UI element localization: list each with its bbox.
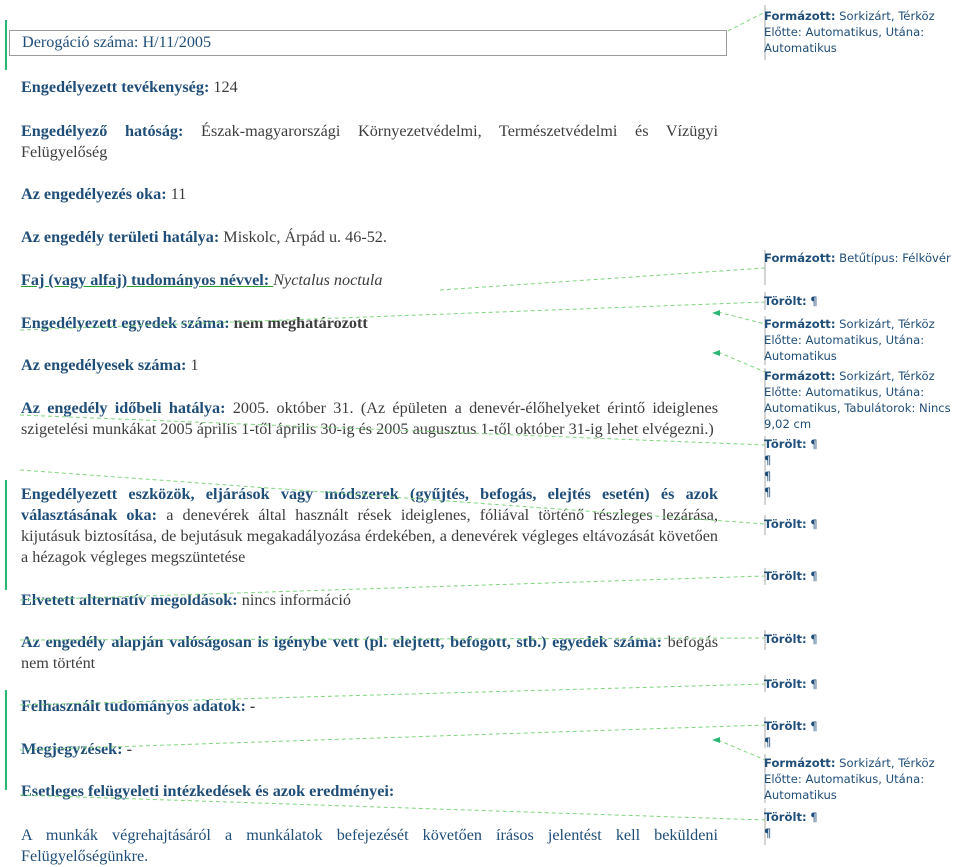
balloon-key: Formázott:	[764, 369, 836, 383]
balloon-text: Sorkizárt, Térköz Előtte: Automatikus, Utána: Automatikus, Tabulátorok: Nincs 9,02 cm	[764, 369, 951, 431]
balloon-deleted[interactable]	[764, 676, 956, 692]
change-bar	[5, 480, 7, 590]
count-label: Engedélyezett egyedek száma:	[21, 314, 234, 332]
balloon-text: ¶	[806, 294, 818, 308]
authority-value: Észak-magyarországi Környezetvédelmi, Természetvédelmi és Vízügyi Felügyelőség	[21, 122, 718, 161]
closing-paragraph	[21, 825, 718, 867]
activity-value: 124	[213, 78, 238, 96]
balloon-key: Törölt:	[764, 719, 807, 733]
used-paragraph	[21, 632, 718, 674]
permits-paragraph	[21, 355, 718, 376]
tools-label: Engedélyezett eszközök, eljárások vagy módszerek (gyűjtés, befogás, elejtés esetén) és azok választásának oka:	[21, 485, 718, 524]
authority-paragraph	[21, 121, 718, 163]
used-label: Az engedély alapján valóságosan is igénybe vett (pl. elejtett, befogott, stb.) egyedek száma:	[21, 633, 668, 651]
balloon-key: Törölt:	[764, 294, 807, 308]
balloon-extra: ¶	[764, 485, 772, 499]
derogation-label: Derogáció száma:	[22, 33, 143, 51]
derogation-value: H/11/2005	[142, 33, 212, 51]
balloon-key: Törölt:	[764, 677, 807, 691]
balloon-key: Formázott:	[764, 9, 836, 23]
balloon-deleted[interactable]	[764, 631, 956, 647]
balloon-formatted[interactable]	[764, 250, 956, 266]
time-paragraph	[21, 398, 718, 440]
balloon-deleted[interactable]	[764, 718, 956, 750]
change-bar	[5, 20, 7, 70]
tools-value: a denevérek által használt rések ideiglenes, fóliával történő részleges lezárása, kijutásuk biztosítása, de bejutásuk megakadályozása érdekében, a denevérek végleges eltávozását követően a hézagok végleges megszüntetése	[21, 506, 719, 566]
reason-value: 11	[170, 185, 187, 203]
measures-label: Esetleges felügyeleti intézkedések és azok eredményei:	[21, 782, 395, 800]
time-label: Az engedély időbeli hatálya:	[21, 399, 233, 417]
notes-label: Megjegyzések:	[21, 740, 127, 758]
balloon-text: Sorkizárt, Térköz Előtte: Automatikus, Utána: Automatikus	[764, 756, 935, 802]
balloon-text: ¶	[806, 569, 818, 583]
scientific-paragraph	[21, 696, 718, 717]
species-paragraph	[21, 270, 718, 291]
balloon-text: ¶	[806, 719, 818, 733]
used-value: befogás nem történt	[21, 633, 718, 672]
balloon-text: ¶	[806, 677, 818, 691]
balloon-deleted[interactable]	[764, 568, 956, 584]
balloon-formatted[interactable]	[764, 368, 956, 432]
reason-label: Az engedélyezés oka:	[21, 185, 171, 203]
species-value: Nyctalus noctula	[273, 271, 383, 289]
balloon-extra: ¶	[764, 826, 772, 840]
count-value: nem meghatározott	[233, 314, 368, 332]
balloon-extra: ¶	[764, 469, 772, 483]
balloon-key: Törölt:	[764, 569, 807, 583]
alternative-label: Elvetett alternatív megoldások:	[21, 591, 242, 609]
notes-value: -	[126, 740, 133, 758]
time-value: 2005. október 31. (Az épületen a denevér-élőhelyeket érintő ideiglenes szigetelési munkákat 2005 április 1-től április 30-ig és 2005 augusztus 1-től október 31-ig lehet elvégezni.)	[21, 399, 718, 438]
balloon-key: Törölt:	[764, 632, 807, 646]
count-paragraph	[21, 313, 718, 334]
balloon-deleted[interactable]	[764, 436, 956, 500]
activity-label: Engedélyezett tevékenység:	[21, 78, 214, 96]
closing-text: A munkák végrehajtásáról a munkálatok befejezését követően írásos jelentést kell beküldeni Felügyelőségünkre.	[21, 826, 718, 865]
balloon-deleted[interactable]	[764, 516, 956, 532]
scope-value: Miskolc, Árpád u. 46-52.	[223, 228, 387, 246]
alternative-paragraph	[21, 590, 718, 611]
balloon-formatted[interactable]	[764, 755, 956, 803]
scientific-label: Felhasznált tudományos adatok:	[21, 697, 250, 715]
activity-paragraph	[21, 77, 718, 98]
balloon-text: Sorkizárt, Térköz Előtte: Automatikus, Utána: Automatikus	[764, 317, 935, 363]
balloon-text: ¶	[806, 517, 818, 531]
scope-paragraph	[21, 227, 718, 248]
species-label: Faj (vagy alfaj) tudományos névvel:	[21, 271, 274, 289]
balloon-deleted[interactable]	[764, 809, 956, 841]
change-bar	[5, 690, 7, 790]
derogation-number	[22, 32, 712, 53]
balloon-key: Törölt:	[764, 437, 807, 451]
balloon-key: Formázott:	[764, 756, 836, 770]
balloon-extra: ¶	[764, 453, 772, 467]
balloon-key: Formázott:	[764, 251, 836, 265]
balloon-deleted[interactable]	[764, 293, 956, 309]
balloon-text: ¶	[806, 632, 818, 646]
balloon-text: ¶	[806, 810, 818, 824]
balloon-key: Törölt:	[764, 517, 807, 531]
balloon-text: Sorkizárt, Térköz Előtte: Automatikus, Utána: Automatikus	[764, 9, 935, 55]
balloon-formatted[interactable]	[764, 316, 956, 364]
reason-paragraph	[21, 184, 718, 205]
permits-value: 1	[190, 356, 199, 374]
comment-balloons	[740, 0, 960, 867]
authority-label: Engedélyező hatóság:	[21, 122, 184, 140]
balloon-extra: ¶	[764, 735, 772, 749]
balloon-formatted[interactable]	[764, 8, 956, 56]
notes-paragraph	[21, 739, 718, 760]
measures-paragraph	[21, 781, 718, 802]
balloon-text: Betűtípus: Félkövér	[835, 251, 951, 265]
balloon-key: Formázott:	[764, 317, 836, 331]
alternative-value: nincs információ	[241, 591, 351, 609]
balloon-key: Törölt:	[764, 810, 807, 824]
permits-label: Az engedélyesek száma:	[21, 356, 191, 374]
tools-paragraph	[21, 484, 718, 568]
balloon-text: ¶	[806, 437, 818, 451]
derogation-number-box	[9, 30, 727, 56]
scientific-value: -	[249, 697, 256, 715]
scope-label: Az engedély területi hatálya:	[21, 228, 224, 246]
